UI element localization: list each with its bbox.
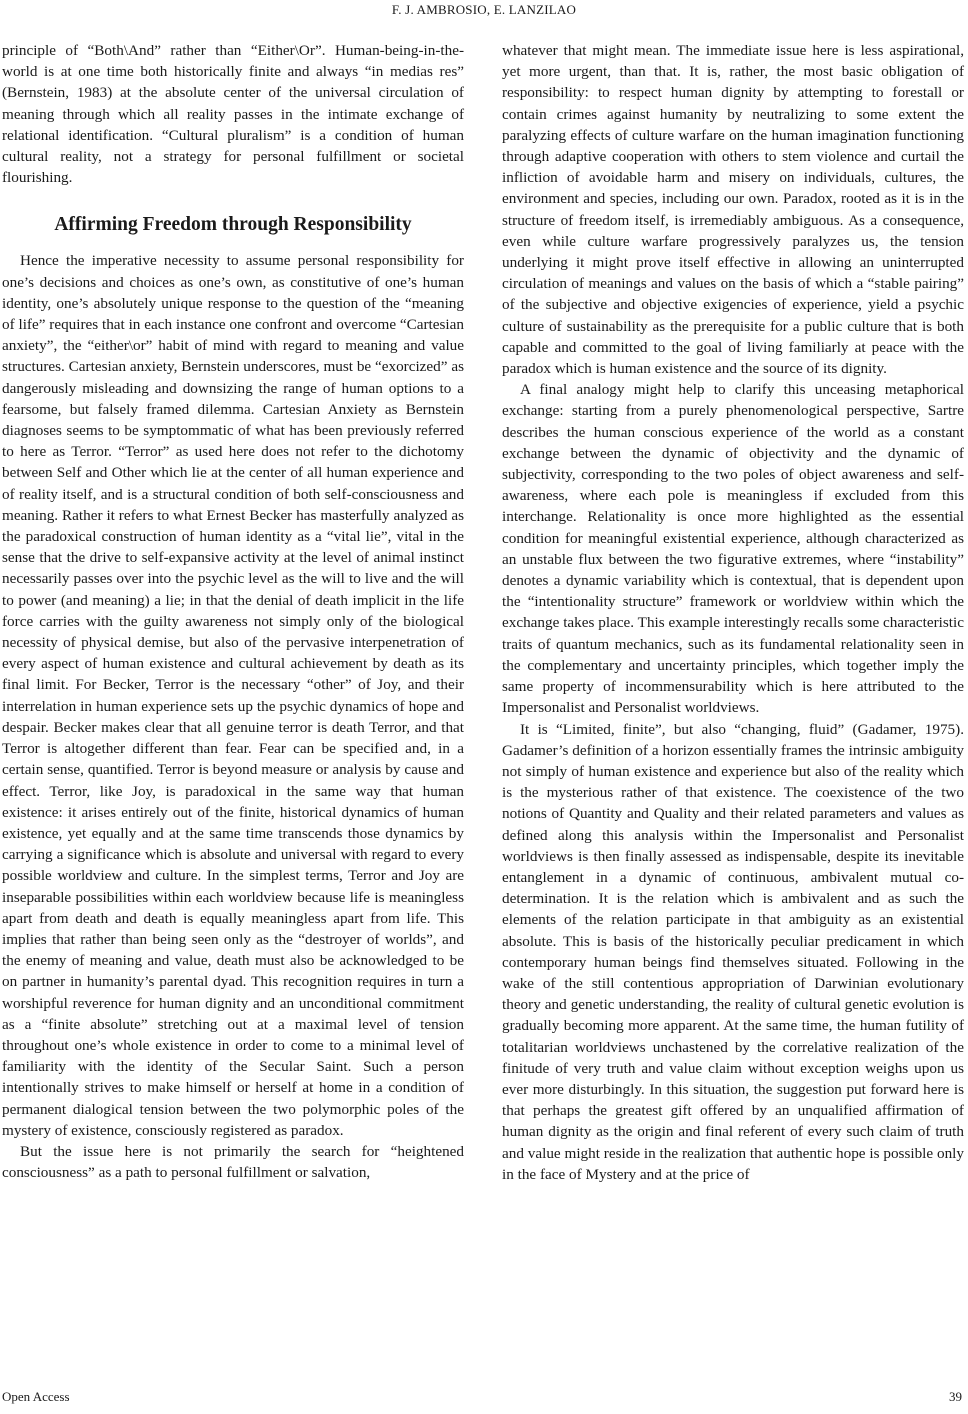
paragraph: But the issue here is not primarily the search for “heightened consciousness” as a path to personal fulfillment or salvation, <box>2 1142 464 1182</box>
paragraph: It is “Limited, finite”, but also “changing, fluid” (Gadamer, 1975). Gadamer’s definition of a horizon essentially frames the intrinsic ambiguity not simply of human existence and experience but also of the reality which is the mysterious rather of that existence. The coexistence of the two notions of Quantity and Quality and their related parameters and values as defined along this analysis within the Impersonalist and Personalist worldviews is then finally assessed as indispensable, despite its inevitable entanglement in a dynamic of continuous, ambivalent mutual co-determination. It is the relation which is ambivalent and as such the elements of the relation participate in that ambiguity as an existential absolute. This is basis of the historically peculiar predicament in which contemporary human beings find themselves situated. Following in the wake of the still contentious appropriation of Darwinian evolutionary theory and genetic understanding, the reality of cultural genetic evolution is gradually becoming more apparent. At the same time, the human futility of totalitarian worldviews unchastened by the correlative realization of the finitude of very truth and value claim without exception weighs upon us ever more disturbingly. In this situation, the suggestion put forward here is that perhaps the greatest gift offered by an unqualified affirmation of human dignity as the origin and final referent of every such claim of truth and value might reside in the realization that authentic hope is possible only in the face of Mystery and at the price of <box>502 720 964 1183</box>
open-access-label: Open Access <box>2 1389 70 1404</box>
paragraph: A final analogy might help to clarify this unceasing metaphorical exchange: starting from a purely phenomenological perspective, Sartre describes the human conscious experience of the world as a constant exchange between the dynamic of objectivity and the dynamic of subjectivity, corresponding to the two poles of object awareness and self-awareness, where each pole is meaningless if excluded from this interchange. Relationality is once more highlighted as the essential condition for meaningful existential experience, although characterized as an unstable flux between the two figurative extremes, where “instability” denotes a dynamic variability which is contextual, that is dependent upon the “intentionality structure” framework or worldview within which the exchange takes place. This example interestingly recalls some characteristic traits of quantum mechanics, such as its fundamental relationality seen in the complementary and uncertainty principles, which together imply the same property of incommensurability which is here attributed to the Impersonalist and Personalist worldviews. <box>502 381 964 717</box>
section-heading: Affirming Freedom through Responsibility <box>54 214 412 236</box>
paragraph: Hence the imperative necessity to assume personal responsibility for one’s decisions and choices as one’s own, as constitutive of one’s human identity, one’s absolutely unique response to the question of the “meaning of life” requires that in each instance one confront and overcome “Cartesian anxiety”, the “either\or” habit of mind with regard to meaning and value structures. Cartesian anxiety, Bernstein underscores, must be “exorcized” as dangerously misleading and downsizing the range of human options to a fearsome, but falsely framed dilemma. Cartesian Anxiety as Bernstein diagnoses seems to be symptommatic of what has been previously referred to here as Terror. “Terror” as used here does not refer to the dichotomy between Self and Other which lie at the center of all human experience and of reality itself, and is a structural condition of both self-consciousness and meaning. Rather it refers to what Ernest Becker has masterfully analyzed as the paradoxical construction of human identity as a “vital lie”, vital in the sense that the drive to self-expansive activity at the level of animal instinct necessarily passes over into the psychic level as the will to live and the will to power (and meaning) a lie; in that the denial of death implicit in the life force carries with the guilty awareness not simply only of the biological necessity of physical demise, but also of the pervasive interpenetration of every aspect of human existence and cultural achievement by death as its final limit. For Becker, Terror is the necessary “other” of Joy, and their interrelation in human experience sets up the psychic dynamics of hope and despair. Becker makes clear that all genuine terror is death Terror, and that Terror is altogether different than fear. Fear can be specified and, in a certain sense, quantified. Terror is beyond measure or analysis by cause and effect. Terror, like Joy, is paradoxical in the same way that human existence: it arises entirely out of the finite, historical dynamics of human existence, yet equally and at the same time transcends those dynamics by carrying a significance which is absolute and universal with regard to every possible worldview and culture. In the simplest terms, Terror and Joy are inseparable possibilities within each worldview because life is meaningless apart from death and death is equally meaningless apart from life. This implies that rather than being seen only as the “destroyer of worlds”, and the enemy of meaning and value, death must also be acknowledged to be on partner in humanity’s parental dyad. This recognition requires in turn a worshipful reverence for human dignity and an unconditional commitment as a “finite absolute” stretching out at a maximal level of tension throughout one’s whole existence in order to come to a minimal level of familiarity with the identity of the Secular Saint. Such a person intentionally strives to make himself or herself at home in a condition of permanent dialogical tension between the two polymorphic poles of the mystery of existence, consciously registered as paradox. <box>2 252 464 1139</box>
running-head: F. J. AMBROSIO, E. LANZILAO <box>391 2 577 17</box>
page-number: 39 <box>949 1389 962 1404</box>
right-column <box>502 40 964 1185</box>
paragraph: whatever that might mean. The immediate issue here is less aspirational, yet more urgent, than that. It is, rather, the most basic obligation of responsibility: to respect human dignity by attempting to forestall or contain crimes against humanity by neutralizing to some extent the paralyzing effects of culture warfare on the human imagination functioning through adaptive cooperation with others to stem violence and curtail the infliction of avoidable harm and misery on individuals, cultures, the environment and species, including our own. Paradox, rooted as it is in the structure of freedom itself, is irremediably ambiguous. As a consequence, even while culture warfare progressively paralyzes us, the tension underlying it might prove itself effective in allowing an uninterrupted circulation of meanings and values on the basis of which a “stable pairing” of the subjective and objective exigencies of experience, yield a psychic culture of sustainability as the prerequisite for a public culture that is both capable and committed to the goal of living familiarly at peace with the paradox which is human existence and the source of its dignity. <box>502 42 964 378</box>
paragraph-intro: principle of “Both\And” rather than “Either\Or”. Human-being-in-the-world is at one time both historically finite and always “in medias res” (Bernstein, 1983) at the absolute center of the universal circulation of meaning through which all reality passes in the intimate exchange of relational identification. “Cultural pluralism” is a condition of human cultural reality, not a strategy for personal fulfillment or societal flourishing. <box>2 42 464 187</box>
left-column <box>2 40 464 1183</box>
